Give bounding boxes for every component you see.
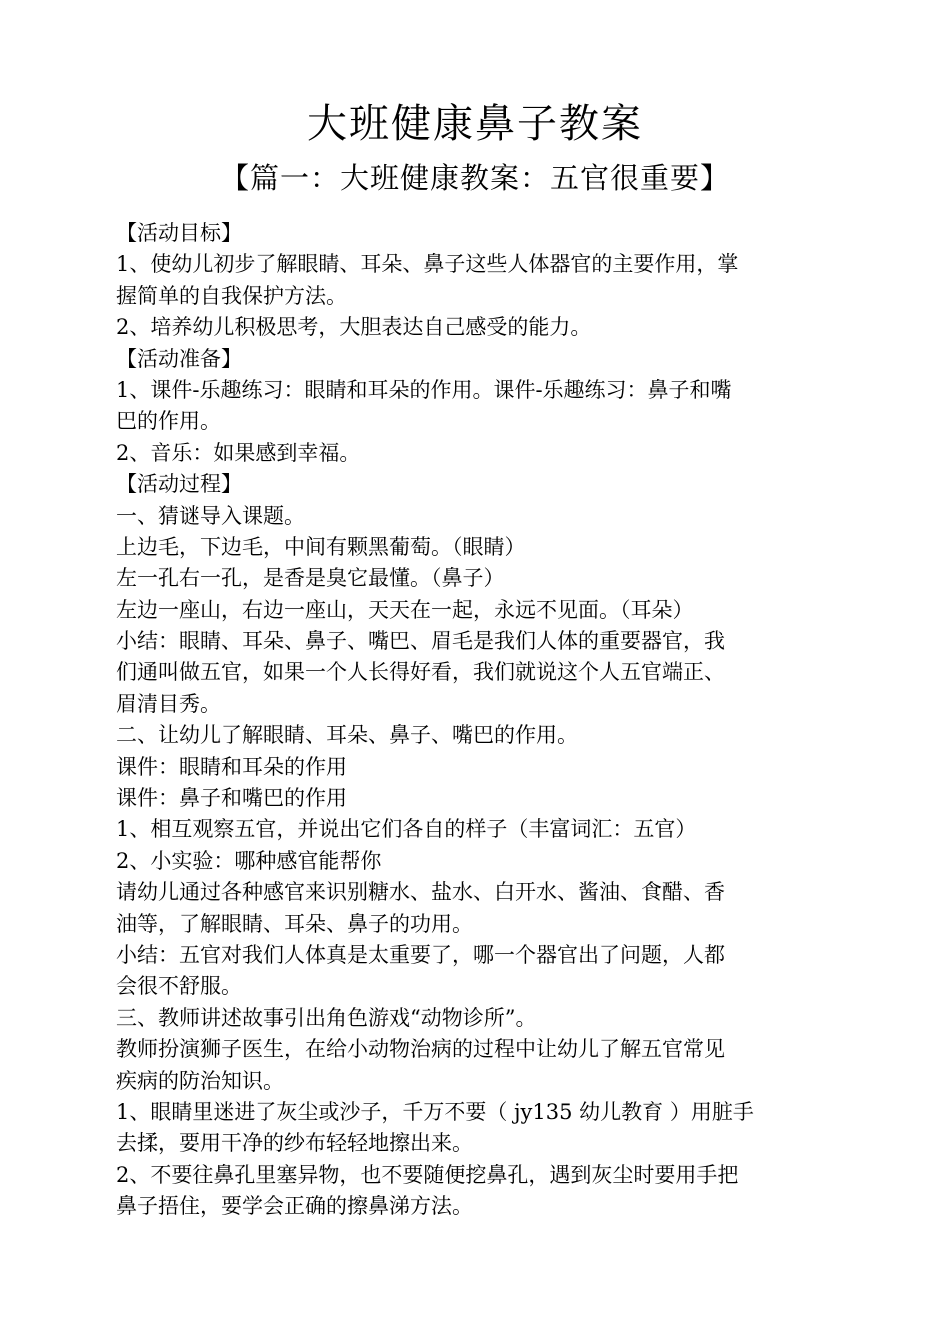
document-body (116, 218, 840, 1223)
body-text-line: 鼻子捂住，要学会正确的擦鼻涕方法。 (116, 1194, 473, 1219)
body-text-line: 2、培养幼儿积极思考，大胆表达自己感受的能力。 (116, 315, 592, 340)
body-text-line: 左边一座山，右边一座山，天天在一起，永远不见面。（耳朵） (116, 597, 694, 622)
body-text-line: 课件：鼻子和嘴巴的作用 (116, 786, 347, 811)
body-text-line: 上边毛，下边毛，中间有颗黑葡萄。（眼睛） (116, 534, 526, 559)
body-text-line: 请幼儿通过各种感官来识别糖水、盐水、白开水、酱油、食醋、香 (116, 880, 725, 905)
body-text-line: 油等，了解眼睛、耳朵、鼻子的功用。 (116, 911, 473, 936)
document-subtitle: 【篇一：大班健康教案：五官很重要】 (219, 161, 730, 195)
body-text-line: 【活动准备】 (116, 346, 242, 371)
body-text-line: 一、猜谜导入课题。 (116, 503, 305, 528)
body-text-line: 教师扮演狮子医生，在给小动物治病的过程中让幼儿了解五官常见 (116, 1037, 725, 1062)
body-text-line: 握简单的自我保护方法。 (116, 283, 347, 308)
body-text-line: 巴的作用。 (116, 409, 221, 434)
document-title: 大班健康鼻子教案 (307, 101, 643, 147)
body-text-line: 三、教师讲述故事引出角色游戏“动物诊所”。 (116, 1005, 537, 1030)
body-text-line: 课件：眼睛和耳朵的作用 (116, 754, 347, 779)
body-text-line: 2、音乐：如果感到幸福。 (116, 440, 361, 465)
body-text-line: 【活动过程】 (116, 472, 242, 497)
body-text-line: 小结：五官对我们人体真是太重要了，哪一个器官出了问题，人都 (116, 942, 725, 967)
body-text-line: 2、小实验：哪种感官能帮你 (116, 848, 382, 873)
body-text-line: 1、相互观察五官，并说出它们各自的样子（丰富词汇：五官） (116, 817, 697, 842)
body-text-line: 二、让幼儿了解眼睛、耳朵、鼻子、嘴巴的作用。 (116, 723, 578, 748)
body-text-line: 1、课件-乐趣练习：眼睛和耳朵的作用。课件-乐趣练习：鼻子和嘴 (116, 377, 732, 402)
body-text-line: 【活动目标】 (116, 221, 242, 245)
body-text-line: 小结：眼睛、耳朵、鼻子、嘴巴、眉毛是我们人体的重要器官，我 (116, 629, 725, 654)
body-text-line: 们通叫做五官，如果一个人长得好看，我们就说这个人五官端正、 (116, 660, 725, 685)
body-text-line: 1、使幼儿初步了解眼睛、耳朵、鼻子这些人体器官的主要作用，掌 (116, 252, 739, 277)
body-text-line: 眉清目秀。 (116, 691, 221, 716)
body-text-line: 左一孔右一孔，是香是臭它最懂。（鼻子） (116, 566, 505, 591)
body-text-line: 1、眼睛里迷进了灰尘或沙子，千万不要（ jy135 幼儿教育 ）用脏手 (116, 1099, 754, 1124)
body-text-line: 2、不要往鼻孔里塞异物，也不要随便挖鼻孔，遇到灰尘时要用手把 (116, 1162, 739, 1187)
body-text-line: 去揉，要用干净的纱布轻轻地擦出来。 (116, 1131, 473, 1156)
body-text-line: 会很不舒服。 (116, 974, 242, 999)
body-text-line: 疾病的防治知识。 (116, 1068, 284, 1093)
